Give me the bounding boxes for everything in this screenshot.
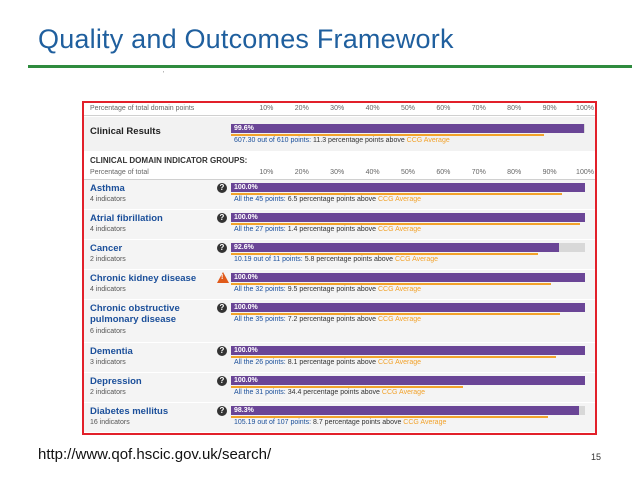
score-bar: [231, 376, 585, 385]
indicator-group-row[interactable]: [84, 240, 595, 270]
title-divider: [28, 65, 632, 68]
help-icon[interactable]: ?: [217, 406, 227, 416]
summary-row[interactable]: [84, 117, 595, 151]
indicator-group-row[interactable]: [84, 270, 595, 300]
scale-tick: 60%: [436, 169, 451, 176]
indicator-group-row[interactable]: [84, 300, 595, 343]
qof-screenshot-panel: [82, 101, 597, 435]
score-bar-track: [231, 346, 585, 355]
scale-tick: 90%: [542, 169, 557, 176]
ccg-average-line: [231, 283, 551, 285]
above-text: 8.1 percentage points above: [285, 359, 378, 366]
score-detail: [234, 359, 421, 366]
points-text: All the 27 points:: [234, 226, 286, 233]
score-bar-track: [231, 183, 585, 192]
above-text: 34.4 percentage points above: [285, 389, 382, 396]
indicator-group-row[interactable]: [84, 373, 595, 403]
scale-tick: 70%: [471, 169, 486, 176]
help-icon[interactable]: ?: [217, 376, 227, 386]
indicator-group-row[interactable]: [84, 403, 595, 433]
indicator-group-name[interactable]: Dementia: [90, 346, 133, 357]
help-icon[interactable]: ?: [217, 303, 227, 313]
score-bar-track: [231, 243, 585, 252]
indicator-count: 6 indicators: [90, 328, 126, 335]
indicator-group-name[interactable]: Chronic obstructive pulmonary disease: [90, 303, 180, 325]
ccg-average-line: [231, 223, 580, 225]
indicator-count: 4 indicators: [90, 226, 126, 233]
ccg-average-line: [231, 193, 562, 195]
help-icon[interactable]: ?: [217, 346, 227, 356]
above-text: 1.4 percentage points above: [285, 226, 378, 233]
indicator-group-row[interactable]: [84, 180, 595, 210]
score-percent: 100.0%: [234, 377, 258, 384]
indicator-count: 2 indicators: [90, 256, 126, 263]
scale-tick: 50%: [400, 105, 415, 112]
score-bar: [231, 124, 584, 133]
score-detail: [234, 389, 425, 396]
scale-top: [84, 103, 595, 116]
scale-tick: 30%: [330, 105, 345, 112]
above-text: 6.5 percentage points above: [285, 196, 378, 203]
score-detail: [234, 316, 421, 323]
score-bar-track: [231, 273, 585, 282]
above-text: 9.5 percentage points above: [285, 286, 378, 293]
ccg-average-line: [231, 134, 544, 136]
ccg-average-link[interactable]: CCG Average: [378, 316, 422, 323]
ccg-average-link[interactable]: CCG Average: [406, 137, 450, 144]
scale-tick: 40%: [365, 105, 380, 112]
score-bar-track: [231, 213, 585, 222]
scale-tick: 20%: [294, 169, 309, 176]
help-icon[interactable]: ?: [217, 243, 227, 253]
indicator-group-name[interactable]: Atrial fibrillation: [90, 213, 163, 224]
points-text: All the 31 points:: [234, 389, 286, 396]
ccg-average-link[interactable]: CCG Average: [378, 286, 422, 293]
score-bar-track: [231, 376, 585, 385]
score-bar: [231, 213, 585, 222]
scale-tick: 60%: [436, 105, 451, 112]
points-text: All the 32 points:: [234, 286, 286, 293]
scale-bottom: [84, 167, 595, 180]
score-detail: [234, 286, 421, 293]
scale-tick: 10%: [259, 169, 274, 176]
score-detail: [234, 226, 421, 233]
score-detail: [234, 196, 421, 203]
indicator-group-row[interactable]: [84, 210, 595, 240]
scale-tick: 50%: [400, 169, 415, 176]
points-text: All the 45 points:: [234, 196, 286, 203]
scale-tick: 30%: [330, 169, 345, 176]
indicator-group-name[interactable]: Asthma: [90, 183, 125, 194]
indicator-group-name[interactable]: Chronic kidney disease: [90, 273, 197, 284]
score-percent: 92.6%: [234, 244, 254, 251]
help-icon[interactable]: ?: [217, 183, 227, 193]
score-bar: [231, 406, 579, 415]
indicator-group-name[interactable]: Depression: [90, 376, 142, 387]
ccg-average-line: [231, 386, 463, 388]
points-text: 10.19 out of 11 points:: [234, 256, 303, 263]
points-text: All the 26 points:: [234, 359, 286, 366]
score-bar-track: [231, 406, 585, 415]
scale-tick: 40%: [365, 169, 380, 176]
score-percent: 100.0%: [234, 184, 258, 191]
page-number: 15: [591, 452, 602, 462]
stray-mark: ': [163, 71, 165, 78]
score-detail: [234, 137, 450, 144]
indicator-count: 4 indicators: [90, 286, 126, 293]
score-percent: 98.3%: [234, 407, 254, 414]
ccg-average-link[interactable]: CCG Average: [395, 256, 439, 263]
ccg-average-link[interactable]: CCG Average: [381, 389, 425, 396]
scale-tick: 20%: [294, 105, 309, 112]
indicator-group-name[interactable]: Cancer: [90, 243, 123, 254]
scale-tick: 70%: [471, 105, 486, 112]
score-bar: [231, 346, 585, 355]
score-bar: [231, 243, 559, 252]
indicator-count: 3 indicators: [90, 359, 126, 366]
points-text: 607.30 out of 610 points:: [234, 137, 312, 144]
scale-tick: 100%: [576, 105, 594, 112]
score-bar-track: [231, 303, 585, 312]
scale-tick: 90%: [542, 105, 557, 112]
scale-tick: 80%: [507, 169, 522, 176]
score-percent: 100.0%: [234, 347, 258, 354]
ccg-average-link[interactable]: CCG Average: [403, 419, 447, 426]
above-text: 5.8 percentage points above: [302, 256, 395, 263]
scale-tick: 80%: [507, 105, 522, 112]
ccg-average-line: [231, 313, 560, 315]
indicator-group-row[interactable]: [84, 343, 595, 373]
ccg-average-link[interactable]: CCG Average: [378, 196, 422, 203]
score-percent: 99.6%: [234, 125, 254, 132]
indicator-count: 4 indicators: [90, 196, 126, 203]
score-bar: [231, 273, 585, 282]
score-bar: [231, 303, 585, 312]
scale-tick: 10%: [259, 105, 274, 112]
indicator-count: 16 indicators: [90, 419, 130, 426]
slide-title: Quality and Outcomes Framework: [38, 24, 454, 54]
score-detail: [234, 256, 438, 263]
score-bar: [231, 183, 585, 192]
scale-bottom-label: Percentage of total: [90, 169, 149, 176]
score-bar-track: [231, 124, 585, 133]
ccg-average-line: [231, 356, 556, 358]
score-percent: 100.0%: [234, 274, 258, 281]
indicator-group-name[interactable]: Diabetes mellitus: [90, 406, 169, 417]
ccg-average-link[interactable]: CCG Average: [378, 359, 422, 366]
ccg-average-line: [231, 416, 548, 418]
ccg-average-line: [231, 253, 538, 255]
summary-name: Clinical Results: [90, 126, 161, 137]
indicator-count: 2 indicators: [90, 389, 126, 396]
score-percent: 100.0%: [234, 304, 258, 311]
above-text: 7.2 percentage points above: [285, 316, 378, 323]
help-icon[interactable]: ?: [217, 213, 227, 223]
score-detail: [234, 419, 446, 426]
points-text: All the 35 points:: [234, 316, 286, 323]
above-text: 11.3 percentage points above: [311, 137, 407, 144]
source-url[interactable]: http://www.qof.hscic.gov.uk/search/: [38, 446, 272, 463]
points-text: 105.19 out of 107 points:: [234, 419, 312, 426]
scale-tick: 100%: [576, 169, 594, 176]
ccg-average-link[interactable]: CCG Average: [378, 226, 422, 233]
group-heading: CLINICAL DOMAIN INDICATOR GROUPS:: [90, 156, 248, 165]
scale-top-label: Percentage of total domain points: [90, 105, 195, 112]
warning-icon[interactable]: !: [217, 272, 229, 283]
score-percent: 100.0%: [234, 214, 258, 221]
above-text: 8.7 percentage points above: [311, 419, 404, 426]
